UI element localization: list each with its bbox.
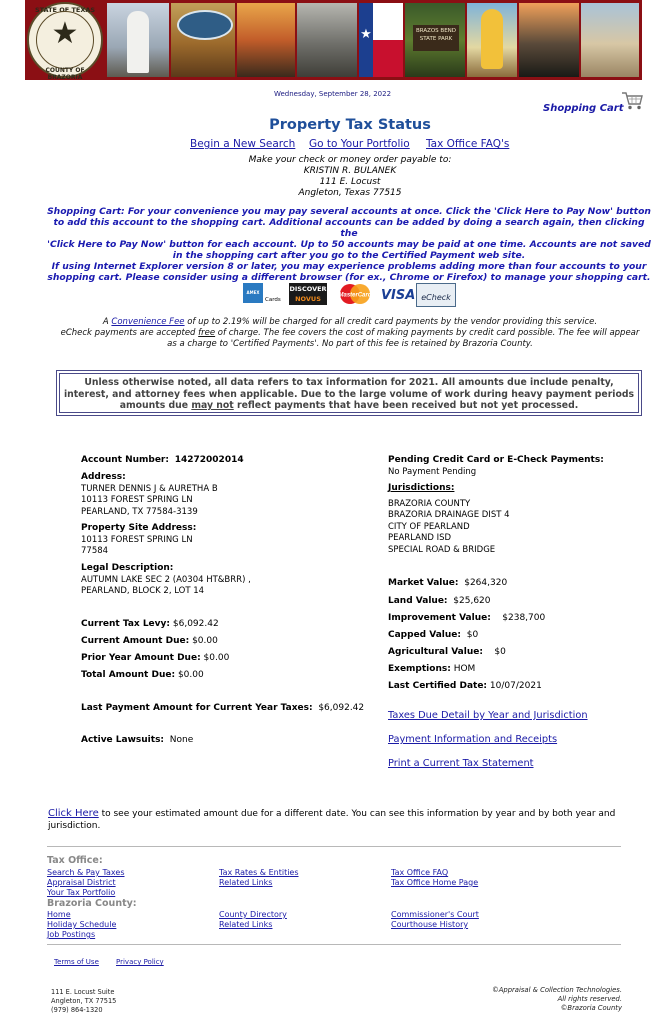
statue-photo (107, 3, 169, 77)
privacy-policy-link[interactable]: Privacy Policy (116, 958, 164, 966)
state-park-photo (405, 3, 465, 77)
notice-text: reflect payments that have been received but not yet processed. (233, 400, 579, 411)
cart-info-line: shopping cart. Please consider using a different browser (for ex., Chrome or Firefox) to manage your shopping cart. (47, 272, 651, 283)
total-amount-due-row (81, 670, 204, 680)
taxes-due-detail-link[interactable]: Taxes Due Detail by Year and Jurisdiction (388, 710, 588, 721)
current-amount-due-row (81, 636, 218, 646)
payee-name: KRISTIN R. BULANEK (303, 166, 397, 176)
agricultural-value-label: Agricultural Value: (388, 647, 483, 657)
jurisdiction-item: BRAZORIA COUNTY (388, 498, 471, 509)
prior-year-value: $0.00 (203, 653, 230, 663)
star-icon: ★ (51, 16, 79, 51)
estimated-amount-text: to see your estimated amount due for a different date. You can see this information by year and by both year and (98, 809, 616, 819)
account-number-label: Account Number: (81, 455, 169, 465)
market-value: $264,320 (464, 578, 508, 588)
current-tax-levy-row (81, 619, 219, 629)
seal-text-top: STATE OF TEXAS (34, 6, 96, 14)
last-certified-row (388, 681, 542, 691)
lawsuits-value: None (169, 735, 194, 745)
owner-street: 10113 FOREST SPRING LN (81, 495, 193, 505)
copyright-line: All rights reserved. (557, 995, 622, 1003)
click-here-link[interactable]: Click Here (48, 808, 99, 819)
address-block (81, 472, 218, 518)
terms-of-use-link[interactable]: Terms of Use (54, 958, 99, 966)
jurisdictions-block (388, 483, 510, 556)
novus-label: NOVUS (295, 295, 321, 303)
begin-new-search-link[interactable]: Begin a New Search (190, 138, 296, 150)
county-directory-link[interactable]: County Directory (219, 910, 287, 919)
market-value-label: Market Value: (388, 578, 459, 588)
legal-line: AUTUMN LAKE SEC 2 (A0304 HT&BRR) , (81, 574, 251, 585)
last-certified-label: Last Certified Date: (388, 681, 488, 691)
pending-payments-label: Pending Credit Card or E-Check Payments: (388, 455, 604, 465)
amount-due-value: $0.00 (192, 636, 218, 646)
land-value-label: Land Value: (388, 596, 448, 606)
site-address-block (81, 523, 196, 558)
active-lawsuits-row (81, 735, 193, 745)
discover-card-icon (289, 283, 327, 305)
prior-year-due-row (81, 653, 229, 663)
county-related-links-link[interactable]: Related Links (219, 920, 273, 929)
jurisdiction-item: PEARLAND ISD (388, 533, 452, 543)
texas-flag-image: ★ (359, 3, 403, 77)
address-line: Angleton, TX 77515 (51, 997, 117, 1005)
phone-number: (979) 864-1320 (51, 1006, 103, 1014)
shopping-cart-icon[interactable] (620, 88, 644, 112)
last-payment-value: $6,092.42 (318, 703, 365, 713)
owner-name: TURNER DENNIS J & AURETHA B (81, 483, 218, 494)
fee-text: of up to 2.19% will be charged for all credit card payments by the vendor providing this service. (184, 317, 598, 327)
payee-street: 111 E. Locust (319, 177, 381, 187)
lawsuits-label: Active Lawsuits: (81, 735, 165, 745)
data-notice-box (56, 370, 642, 416)
jurisdiction-item: CITY OF PEARLAND (388, 521, 470, 532)
amount-due-label: Current Amount Due: (81, 636, 190, 646)
amex-card-icon: AMEX (243, 283, 263, 303)
owner-city: PEARLAND, TX 77584-3139 (81, 506, 198, 517)
cart-info-line: 'Click Here to Pay Now' button for each account. Up to 50 accounts may be paid at one time. Accounts are not saved (47, 239, 651, 250)
market-value-row (388, 578, 507, 588)
footer-divider (47, 846, 621, 847)
copyright-line: ©Brazoria County (560, 1004, 622, 1012)
agricultural-value-row (388, 647, 506, 657)
shopping-cart-info (45, 206, 653, 283)
pending-payments-block (388, 455, 604, 478)
oil-pump-photo (519, 3, 579, 77)
shopping-cart-link[interactable]: Shopping Cart (543, 103, 624, 114)
account-number-row (81, 455, 244, 465)
capped-value-row (388, 630, 478, 640)
job-postings-link[interactable]: Job Postings (47, 930, 96, 939)
cart-info-line: in the shopping cart after you go to the Certified Payment web site. (172, 250, 526, 261)
free-text: free (198, 328, 216, 338)
county-seal-logo (27, 2, 103, 78)
seal-text-bottom: COUNTY OF BRAZORIA (45, 67, 85, 80)
search-pay-taxes-link[interactable]: Search & Pay Taxes (47, 868, 125, 877)
office-address (51, 988, 116, 1015)
exemptions-value: HOM (453, 664, 476, 674)
improvement-value: $238,700 (502, 613, 546, 623)
notice-text: amounts due (119, 400, 192, 411)
site-zip: 77584 (81, 546, 109, 556)
legal-line: PEARLAND, BLOCK 2, LOT 14 (81, 586, 205, 596)
county-home-link[interactable]: Home (47, 910, 71, 919)
print-tax-statement-link[interactable]: Print a Current Tax Statement (388, 758, 534, 769)
site-address-label: Property Site Address: (81, 523, 197, 533)
cart-info-line: Shopping Cart: For your convenience you may pay several accounts at once. Click the 'Click Here to Pay Now' button (47, 206, 651, 217)
jurisdiction-item: SPECIAL ROAD & BRIDGE (388, 544, 496, 555)
estimated-amount-note (48, 808, 648, 832)
commissioners-court-link[interactable]: Commissioner's Court (391, 910, 479, 919)
improvement-value-row (388, 613, 545, 623)
amex-cards-label: Cards (265, 297, 281, 303)
header-banner (25, 0, 642, 80)
tax-levy-label: Current Tax Levy: (81, 619, 170, 629)
payable-to-label: Make your check or money order payable to: (248, 155, 452, 165)
echeck-icon: eCheck (416, 283, 456, 307)
jurisdictions-label: Jurisdictions: (388, 483, 455, 493)
holiday-schedule-link[interactable]: Holiday Schedule (47, 920, 117, 929)
prior-year-label: Prior Year Amount Due: (81, 653, 201, 663)
land-value-row (388, 596, 491, 606)
surfside-beach-sign (177, 10, 233, 40)
legal-description-block (81, 563, 251, 598)
current-date: Wednesday, September 28, 2022 (273, 90, 392, 98)
exemptions-row (388, 664, 475, 674)
cart-info-line: If using Internet Explorer version 8 or later, you may experience problems adding more than four accounts to your (51, 261, 647, 272)
improvement-value-label: Improvement Value: (388, 613, 491, 623)
notice-line: interest, and attorney fees when applicable. Due to the large volume of work during heavy payment periods (63, 388, 635, 400)
tax-levy-value: $6,092.42 (172, 619, 219, 629)
legal-description-label: Legal Description: (81, 563, 174, 573)
go-to-portfolio-link[interactable]: Go to Your Portfolio (309, 138, 410, 150)
last-certified-value: 10/07/2021 (489, 681, 542, 691)
page-title: Property Tax Status (269, 117, 431, 133)
convenience-fee-note (40, 317, 660, 350)
courthouse-history-link[interactable]: Courthouse History (391, 920, 469, 929)
courthouse-photo (581, 3, 639, 77)
tax-office-heading: Tax Office: (47, 855, 103, 866)
copyright-notice (430, 986, 622, 1013)
pending-payments-value: No Payment Pending (388, 466, 477, 477)
last-payment-row (81, 703, 364, 713)
capped-value: $0 (466, 630, 479, 640)
notice-line: Unless otherwise noted, all data refers to tax information for 2021. All amounts due include penalty, (84, 377, 614, 388)
site-street: 10113 FOREST SPRING LN (81, 534, 193, 545)
last-payment-label: Last Payment Amount for Current Year Taxes: (81, 703, 313, 713)
estimated-amount-text: jurisdiction. (48, 821, 101, 831)
exemptions-label: Exemptions: (388, 664, 451, 674)
tax-office-home-link[interactable]: Tax Office Home Page (391, 878, 479, 887)
capped-value-label: Capped Value: (388, 630, 461, 640)
payee-city: Angleton, Texas 77515 (298, 188, 402, 198)
fee-text: A (102, 317, 112, 327)
tax-office-faq-link[interactable]: Tax Office FAQ's (426, 138, 510, 150)
discover-label: DISCOVER (289, 285, 327, 293)
copyright-line: ©Appraisal & Collection Technologies. (491, 986, 622, 994)
tax-portfolio-link[interactable]: Your Tax Portfolio (47, 888, 116, 897)
total-due-label: Total Amount Due: (81, 670, 176, 680)
heron-sunset-photo (237, 3, 295, 77)
cart-info-line: to add this account to the shopping cart. Additional accounts can be added by doing a search again, then clicking the (53, 217, 645, 239)
mastercard-label: MasterCard (338, 292, 372, 299)
brazoria-county-heading: Brazoria County: (47, 898, 137, 909)
payment-information-link[interactable]: Payment Information and Receipts (388, 734, 558, 745)
mascot-photo (467, 3, 517, 77)
account-number-value: 14272002014 (174, 455, 244, 465)
state-park-sign: BRAZOS BEND STATE PARK (413, 25, 459, 51)
fee-text: eCheck payments are accepted (60, 328, 199, 338)
mastercard-icon (337, 283, 373, 305)
footer-divider (47, 944, 621, 945)
address-label: Address: (81, 472, 126, 482)
jurisdiction-item: BRAZORIA DRAINAGE DIST 4 (388, 510, 510, 520)
payable-to-block (0, 155, 665, 199)
total-due-value: $0.00 (177, 670, 204, 680)
footer-tax-office-faq-link[interactable]: Tax Office FAQ (391, 868, 449, 877)
historic-group-photo (297, 3, 357, 77)
address-line: 111 E. Locust Suite (51, 988, 115, 996)
agricultural-value: $0 (494, 647, 506, 657)
land-value: $25,620 (453, 596, 491, 606)
fee-text: of charge. The fee covers the cost of making payments by credit card possible. The fee will appear (215, 328, 640, 338)
convenience-fee-link[interactable]: Convenience Fee (111, 317, 185, 327)
appraisal-district-link[interactable]: Appraisal District (47, 878, 116, 887)
fee-text: as a charge to 'Certified Payments'. No part of this fee is retained by Brazoria County. (167, 339, 533, 349)
may-not-text: may not (191, 400, 234, 411)
tax-rates-entities-link[interactable]: Tax Rates & Entities (219, 868, 299, 877)
visa-card-icon: VISA (381, 288, 416, 303)
tax-related-links-link[interactable]: Related Links (219, 878, 273, 887)
